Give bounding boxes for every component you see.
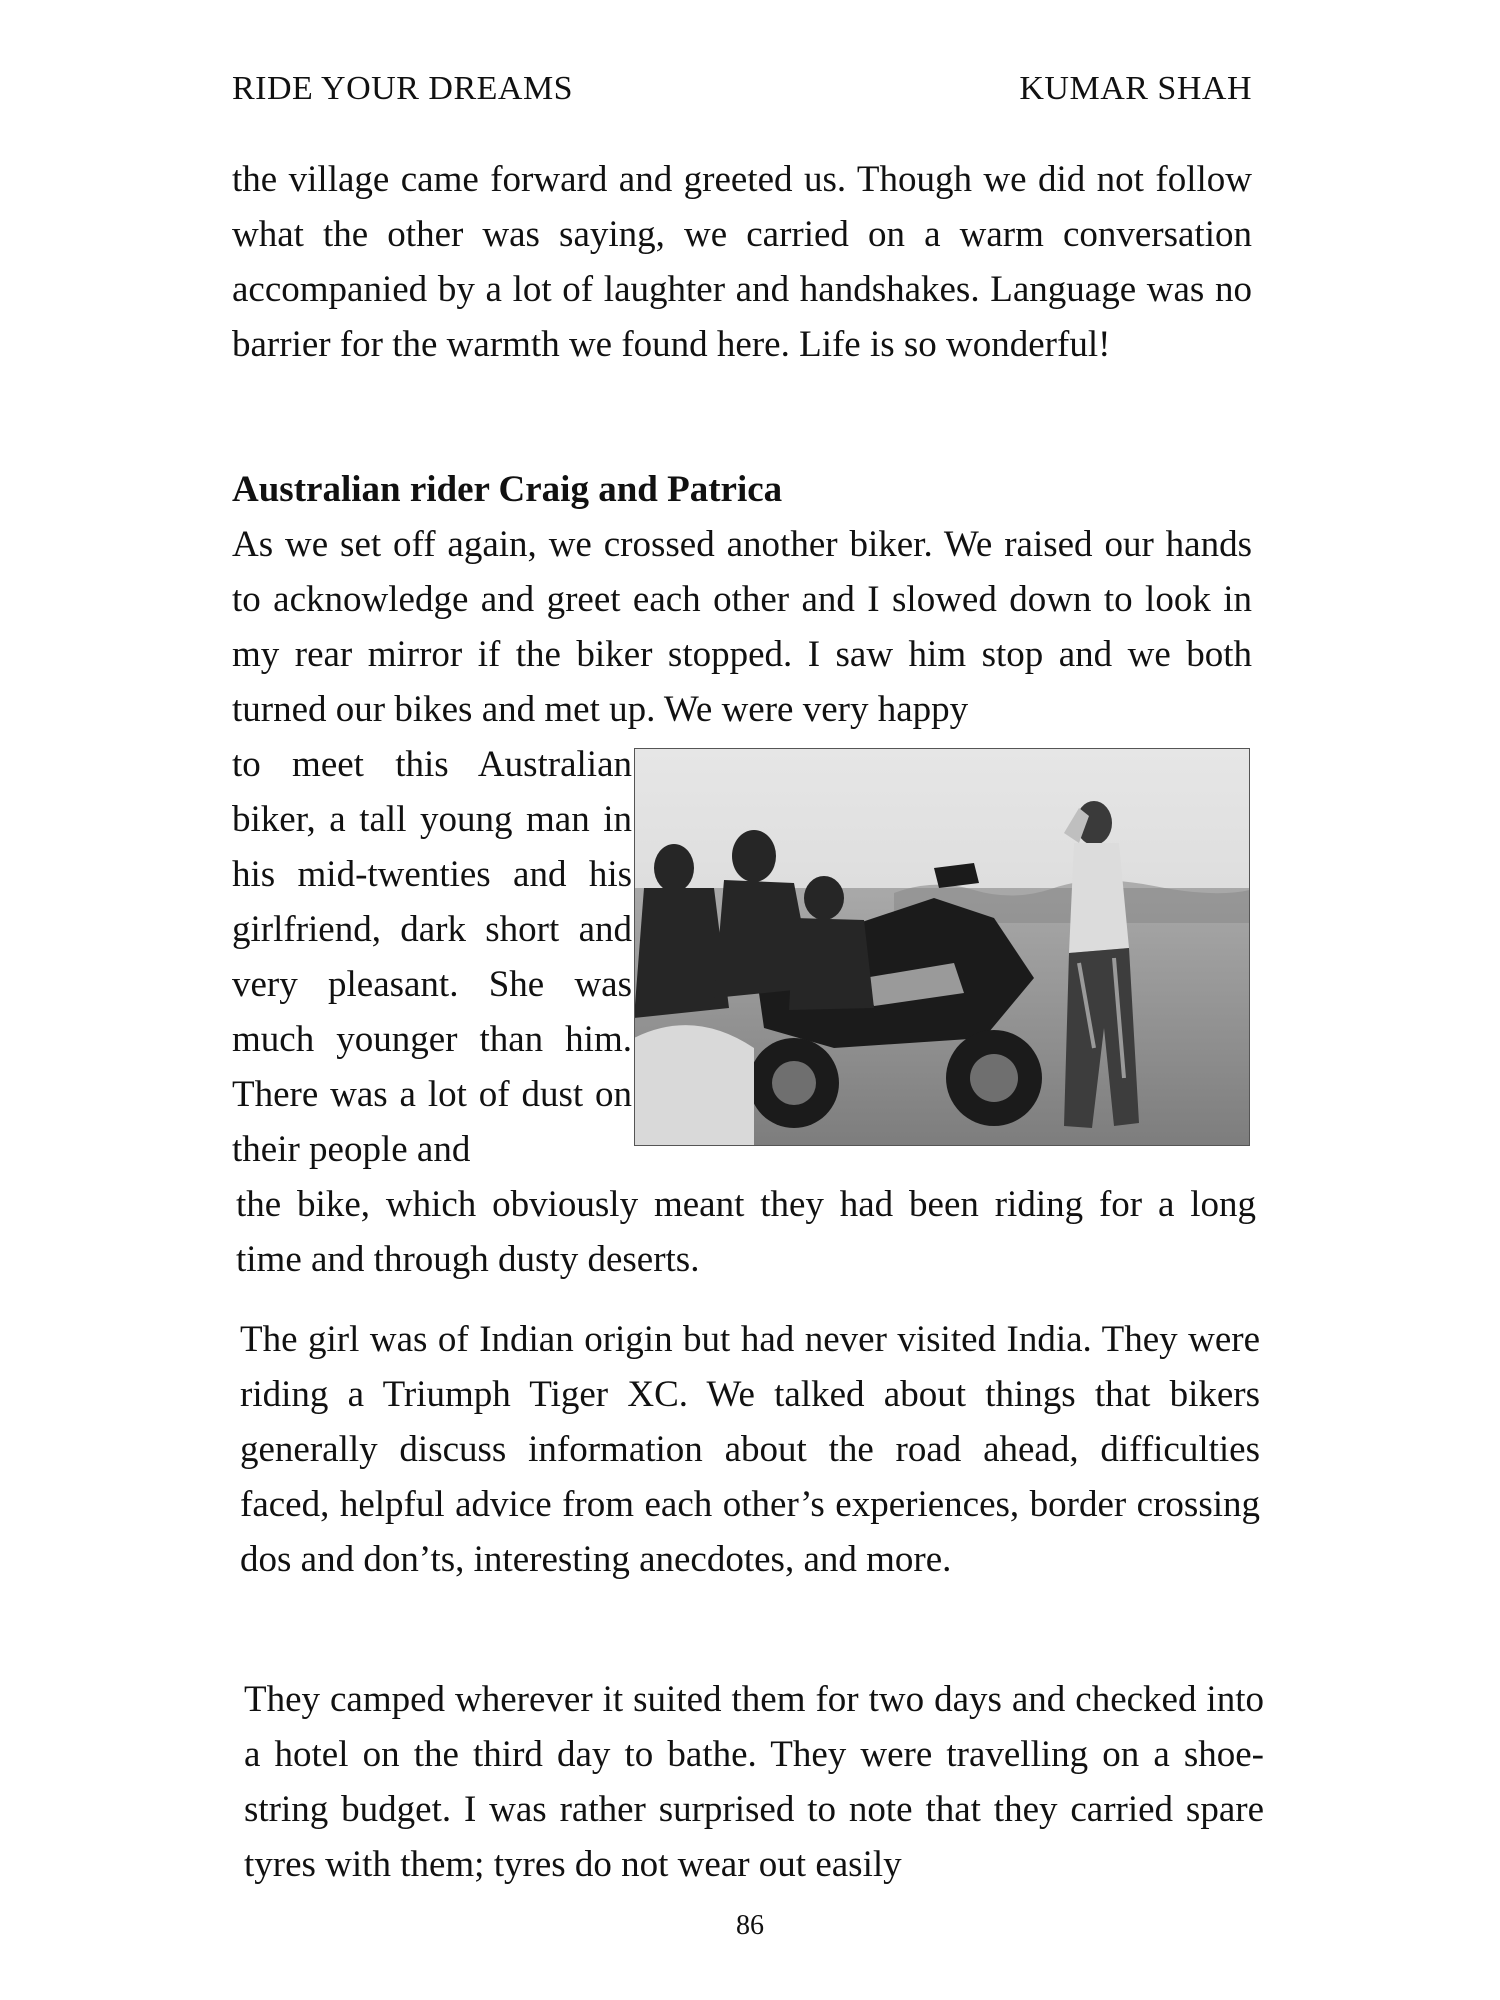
photo-bikers-icon: [634, 748, 1250, 1146]
paragraph-3: The girl was of Indian origin but had never visited India. They were riding a Triumph Tiger XC. We talked about things that bikers generally discuss information about the road ahead, difficulties faced, helpful advice from each other’s experiences, border crossing dos and don’ts, interesting anecdotes, and more.: [240, 1319, 1260, 1580]
paragraph-2-after-photo: the bike, which obviously meant they had been riding for a long time and through dusty deserts.: [236, 1184, 1256, 1280]
section-heading: Australian rider Craig and Patrica: [232, 469, 783, 510]
paragraph-2-beside-photo: to meet this Australian biker, a tall young man in his mid-twenties and his girlfriend, dark short and very pleasant. She was much younger than him. There was a lot of dust on their people and: [232, 744, 632, 1170]
paragraph-4: They camped wherever it suited them for two days and checked into a hotel on the third day to bathe. They were travelling on a shoe-string budget. I was rather surprised to note that they carried spare tyres with them; tyres do not wear out easily: [244, 1679, 1264, 1885]
running-head: [232, 70, 1252, 108]
book-title: RIDE YOUR DREAMS: [232, 70, 574, 107]
paragraph-2-full-width: As we set off again, we crossed another biker. We raised our hands to acknowledge and greet each other and I slowed down to look in my rear mirror if the biker stopped. I saw him stop and we both turned our bikes and met up. We were very happy: [232, 524, 1252, 730]
author-name: KUMAR SHAH: [1019, 70, 1252, 107]
paragraph-1: the village came forward and greeted us. Though we did not follow what the other was saying, we carried on a warm conversation accompanied by a lot of laughter and handshakes. Language was no barrier for the warmth we found here. Life is so wonderful!: [232, 159, 1252, 365]
page-number: 86: [736, 1910, 764, 1941]
